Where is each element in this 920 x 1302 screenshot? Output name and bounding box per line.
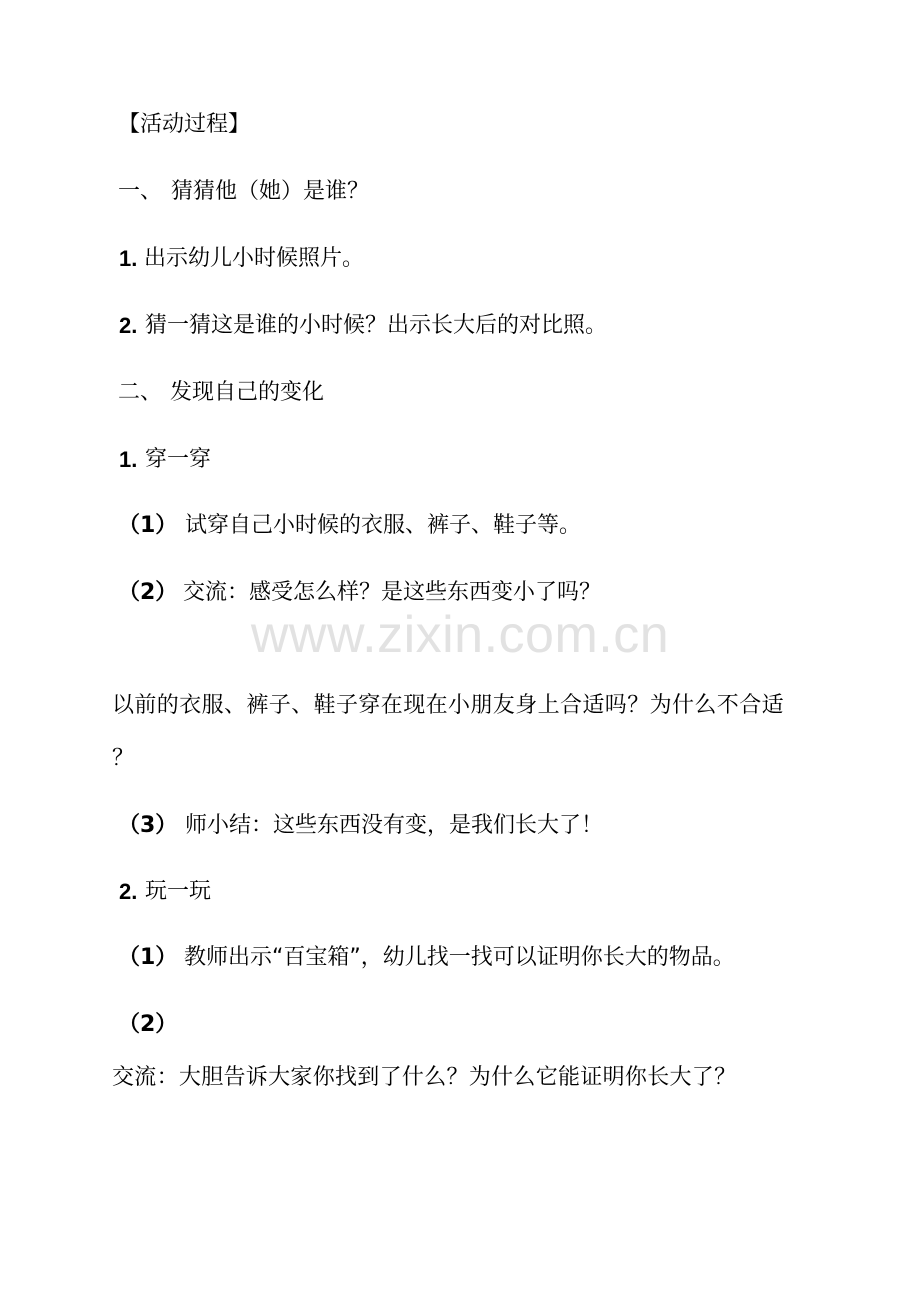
section-marker: 一、 [118, 179, 163, 204]
paragraph-line [0, 1064, 920, 1092]
sub-item [0, 812, 920, 840]
item-number: 2. [119, 313, 138, 338]
sub-item [0, 1011, 920, 1039]
list-item [0, 312, 920, 340]
paragraph-line [0, 692, 920, 720]
sub-item [0, 579, 920, 607]
list-item [0, 446, 920, 474]
item-text: 出示幼儿小时候照片。 [144, 246, 365, 271]
sub-item-text: 师小结：这些东西没有变，是我们长大了！ [185, 813, 604, 838]
list-item [0, 878, 920, 906]
sub-item-number: （1） [118, 945, 178, 970]
section-title [0, 379, 920, 407]
section-title-text: 猜猜他（她）是谁？ [171, 179, 370, 204]
list-item [0, 245, 920, 273]
item-text: 穿一穿 [145, 447, 212, 472]
sub-item-number: （1） [118, 513, 178, 538]
heading-text: 【活动过程】 [118, 112, 251, 137]
sub-item-text: 交流：感受怎么样？是这些东西变小了吗？ [183, 580, 602, 605]
paragraph-text: ？ [112, 746, 135, 771]
watermark: www.zixin.com.cn [250, 606, 670, 664]
sub-item [0, 512, 920, 540]
section-title-text: 发现自己的变化 [170, 380, 325, 405]
item-number: 1. [119, 447, 138, 472]
sub-item-number: （3） [118, 813, 178, 838]
sub-item-text: 试穿自己小时候的衣服、裤子、鞋子等。 [185, 513, 582, 538]
item-number: 1. [119, 246, 138, 271]
sub-item-text: 教师出示“百宝箱”，幼儿找一找可以证明你长大的物品。 [184, 945, 735, 970]
paragraph-text: 交流：大胆告诉大家你找到了什么？为什么它能证明你长大了？ [112, 1065, 737, 1090]
section-marker: 二、 [118, 380, 163, 405]
paragraph-line [0, 745, 920, 773]
section-title [0, 178, 920, 206]
paragraph-text: 以前的衣服、裤子、鞋子穿在现在小朋友身上合适吗？为什么不合适 [112, 693, 785, 718]
item-number: 2. [119, 879, 138, 904]
item-text: 猜一猜这是谁的小时候？出示长大后的对比照。 [145, 313, 608, 338]
section-heading [0, 111, 920, 139]
sub-item [0, 944, 920, 972]
item-text: 玩一玩 [145, 879, 212, 904]
sub-item-number: （2） [118, 1012, 178, 1037]
sub-item-number: （2） [118, 580, 178, 605]
